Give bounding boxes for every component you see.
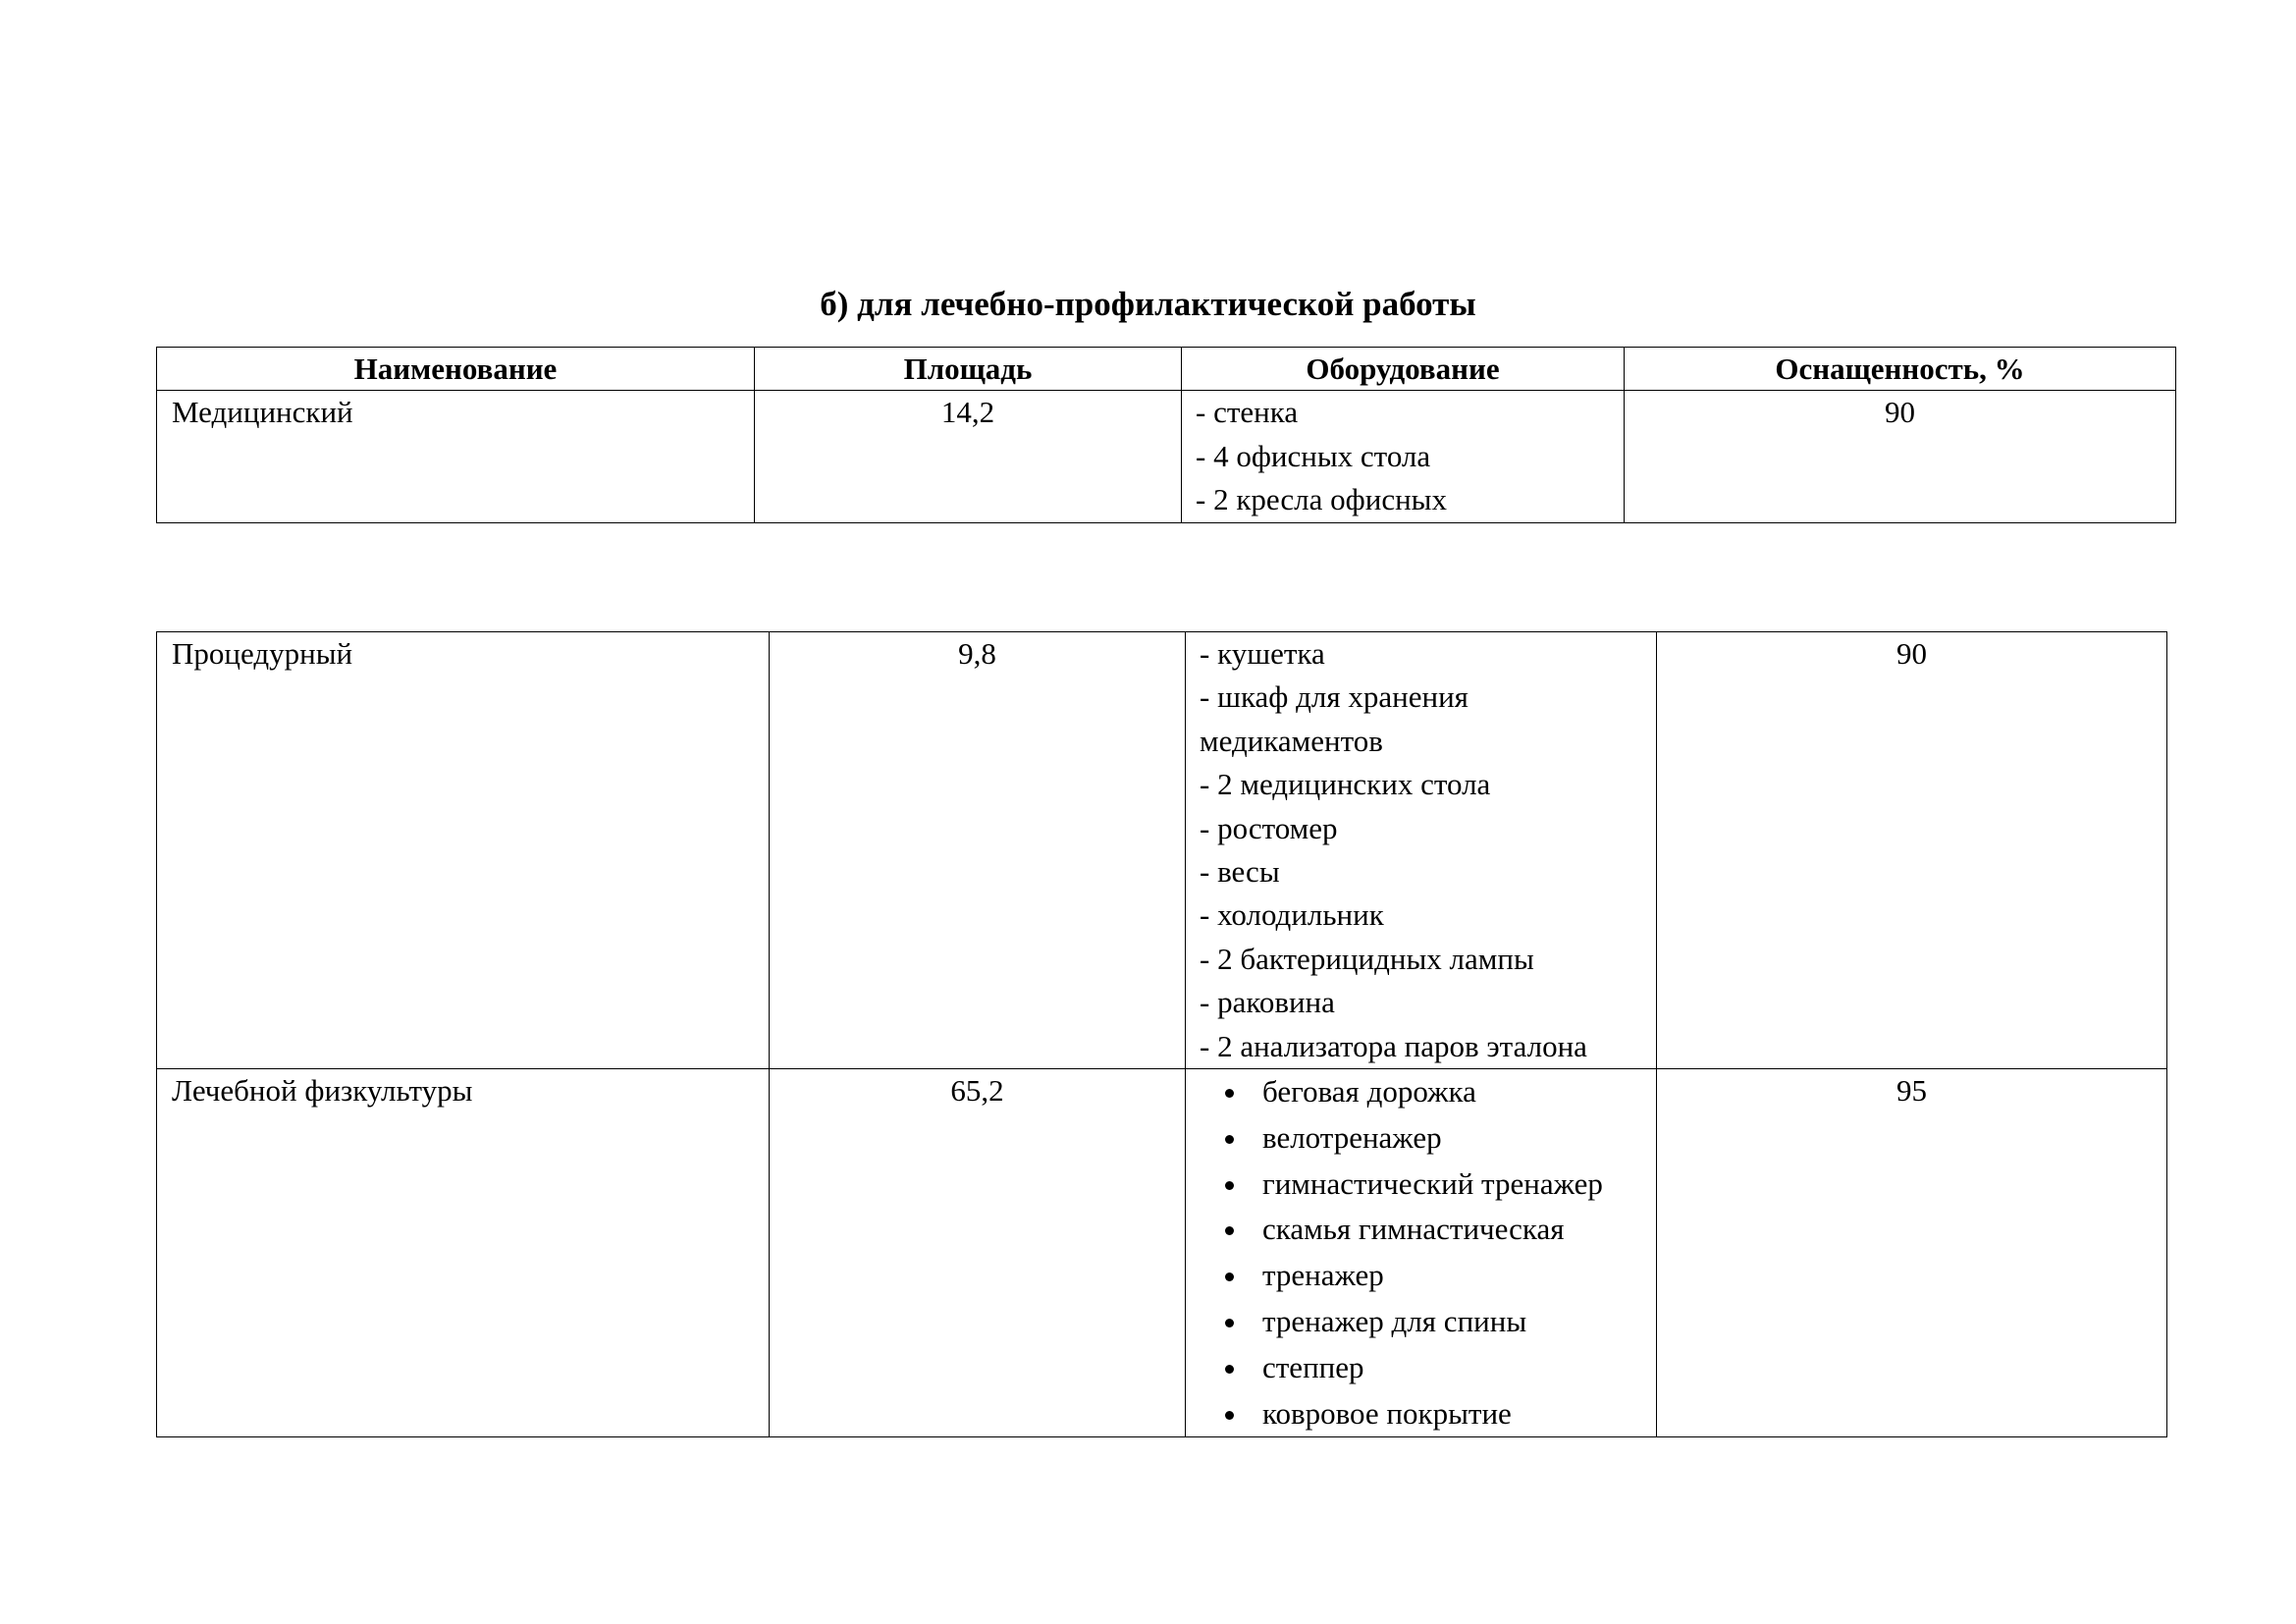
room-area: 9,8 bbox=[770, 632, 1186, 1069]
bullet-icon bbox=[1225, 1089, 1234, 1098]
equipment-item: - 4 офисных стола bbox=[1196, 438, 1431, 473]
room-name: Процедурный bbox=[157, 632, 770, 1069]
equipment-item: - стенка bbox=[1196, 395, 1299, 429]
table-header-row bbox=[157, 348, 2176, 391]
bullet-icon bbox=[1225, 1135, 1234, 1144]
equipment-item bbox=[1186, 1299, 1656, 1345]
room-percent bbox=[1657, 1069, 2167, 1437]
room-name bbox=[157, 1069, 770, 1437]
header-name: Наименование bbox=[157, 348, 755, 391]
equipment-item-label: степпер bbox=[1262, 1349, 1364, 1384]
equipment-item-label: велотренажер bbox=[1262, 1119, 1442, 1155]
equipment-item: - весы bbox=[1200, 854, 1280, 890]
room-equipment bbox=[1186, 632, 1657, 1069]
room-equipment bbox=[1186, 1069, 1657, 1437]
bullet-icon bbox=[1225, 1272, 1234, 1281]
equipment-item: - 2 медицинских стола bbox=[1200, 767, 1491, 802]
equipment-item: - ростомер bbox=[1200, 810, 1338, 845]
equipment-item: - кушетка bbox=[1200, 636, 1325, 671]
equipment-item bbox=[1186, 1391, 1656, 1437]
equipment-bullet-list bbox=[1186, 1069, 1656, 1436]
room-name: Медицинский bbox=[157, 391, 755, 523]
equipment-item bbox=[1186, 1069, 1656, 1115]
equipment-item-label: тренажер bbox=[1262, 1258, 1384, 1293]
equipment-item-label: ковровое покрытие bbox=[1262, 1395, 1512, 1431]
room-equipment bbox=[1182, 391, 1625, 523]
room-area-text: 65,2 bbox=[950, 1073, 1004, 1109]
equipment-item: - 2 анализатора паров эталона bbox=[1200, 1028, 1587, 1063]
equipment-table-part-1 bbox=[156, 347, 2176, 523]
room-percent: 90 bbox=[1657, 632, 2167, 1069]
room-percent: 90 bbox=[1625, 391, 2176, 523]
section-title: б) для лечебно-профилактической работы bbox=[820, 285, 1476, 323]
bullet-icon bbox=[1225, 1226, 1234, 1235]
bullet-icon bbox=[1225, 1411, 1234, 1420]
room-name-text: Лечебной физкультуры bbox=[172, 1073, 473, 1109]
bullet-icon bbox=[1225, 1365, 1234, 1374]
room-area bbox=[770, 1069, 1186, 1437]
equipment-item: - шкаф для хранения bbox=[1200, 679, 1468, 715]
equipment-item: медикаментов bbox=[1200, 723, 1383, 758]
equipment-item-label: беговая дорожка bbox=[1262, 1074, 1476, 1110]
header-equipment-percent: Оснащенность, % bbox=[1625, 348, 2176, 391]
header-area: Площадь bbox=[755, 348, 1182, 391]
table-row bbox=[157, 391, 2176, 523]
equipment-item bbox=[1186, 1115, 1656, 1162]
header-equipment: Оборудование bbox=[1182, 348, 1625, 391]
equipment-table-part-2 bbox=[156, 631, 2167, 1437]
bullet-icon bbox=[1225, 1181, 1234, 1190]
equipment-item bbox=[1186, 1207, 1656, 1253]
table-row bbox=[157, 1069, 2167, 1437]
equipment-item-label: тренажер для спины bbox=[1262, 1304, 1527, 1339]
equipment-item bbox=[1186, 1253, 1656, 1299]
room-area: 14,2 bbox=[755, 391, 1182, 523]
equipment-item: - раковина bbox=[1200, 985, 1335, 1020]
bullet-icon bbox=[1225, 1319, 1234, 1327]
equipment-item: - 2 кресла офисных bbox=[1196, 482, 1448, 516]
equipment-item: - холодильник bbox=[1200, 897, 1384, 933]
equipment-item-label: скамья гимнастическая bbox=[1262, 1212, 1565, 1247]
equipment-item bbox=[1186, 1345, 1656, 1391]
room-percent-text: 95 bbox=[1896, 1073, 1927, 1109]
equipment-item bbox=[1186, 1162, 1656, 1208]
table-row bbox=[157, 632, 2167, 1069]
equipment-item-label: гимнастический тренажер bbox=[1262, 1165, 1603, 1201]
equipment-item: - 2 бактерицидных лампы bbox=[1200, 941, 1534, 976]
